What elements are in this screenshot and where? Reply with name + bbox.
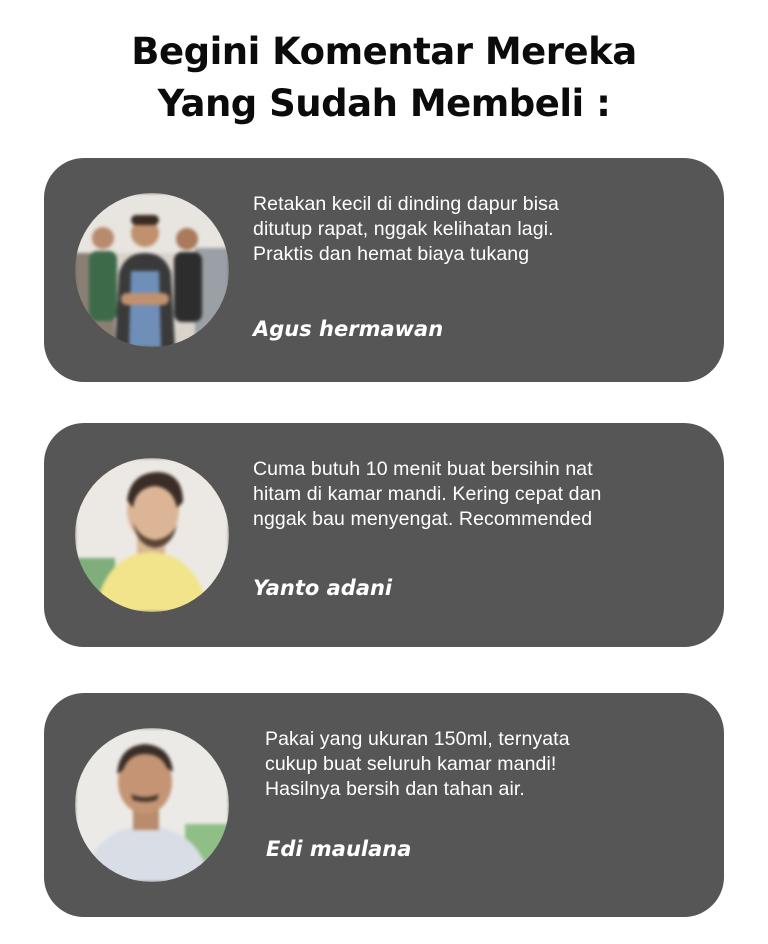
testimonial-card [44,423,724,647]
testimonial-quote [265,727,705,802]
person-photo-icon [75,728,229,882]
testimonial-card [44,693,724,917]
heading-line-1: Begini Komentar Mereka [131,30,637,73]
page-heading [0,26,768,130]
testimonial-author: Yanto adani [253,576,393,600]
quote-line: Pakai yang ukuran 150ml, ternyata [265,728,570,750]
person-photo-icon [75,458,229,612]
quote-line: cukup buat seluruh kamar mandi! [265,753,557,775]
quote-line: hitam di kamar mandi. Kering cepat dan [253,483,602,505]
person-photo-icon [75,193,229,347]
testimonial-card [44,158,724,382]
testimonial-author: Agus hermawan [253,317,444,341]
quote-line: nggak bau menyengat. Recommended [253,508,593,530]
quote-line: Retakan kecil di dinding dapur bisa [253,193,559,215]
quote-line: Cuma butuh 10 menit buat bersihin nat [253,458,593,480]
quote-line: Hasilnya bersih dan tahan air. [265,778,525,800]
testimonial-quote [253,457,693,532]
testimonial-author: Edi maulana [266,837,412,861]
quote-line: ditutup rapat, nggak kelihatan lagi. [253,218,554,240]
quote-line: Praktis dan hemat biaya tukang [253,243,530,265]
heading-line-2: Yang Sudah Membeli : [157,82,611,125]
testimonial-quote [253,192,693,267]
